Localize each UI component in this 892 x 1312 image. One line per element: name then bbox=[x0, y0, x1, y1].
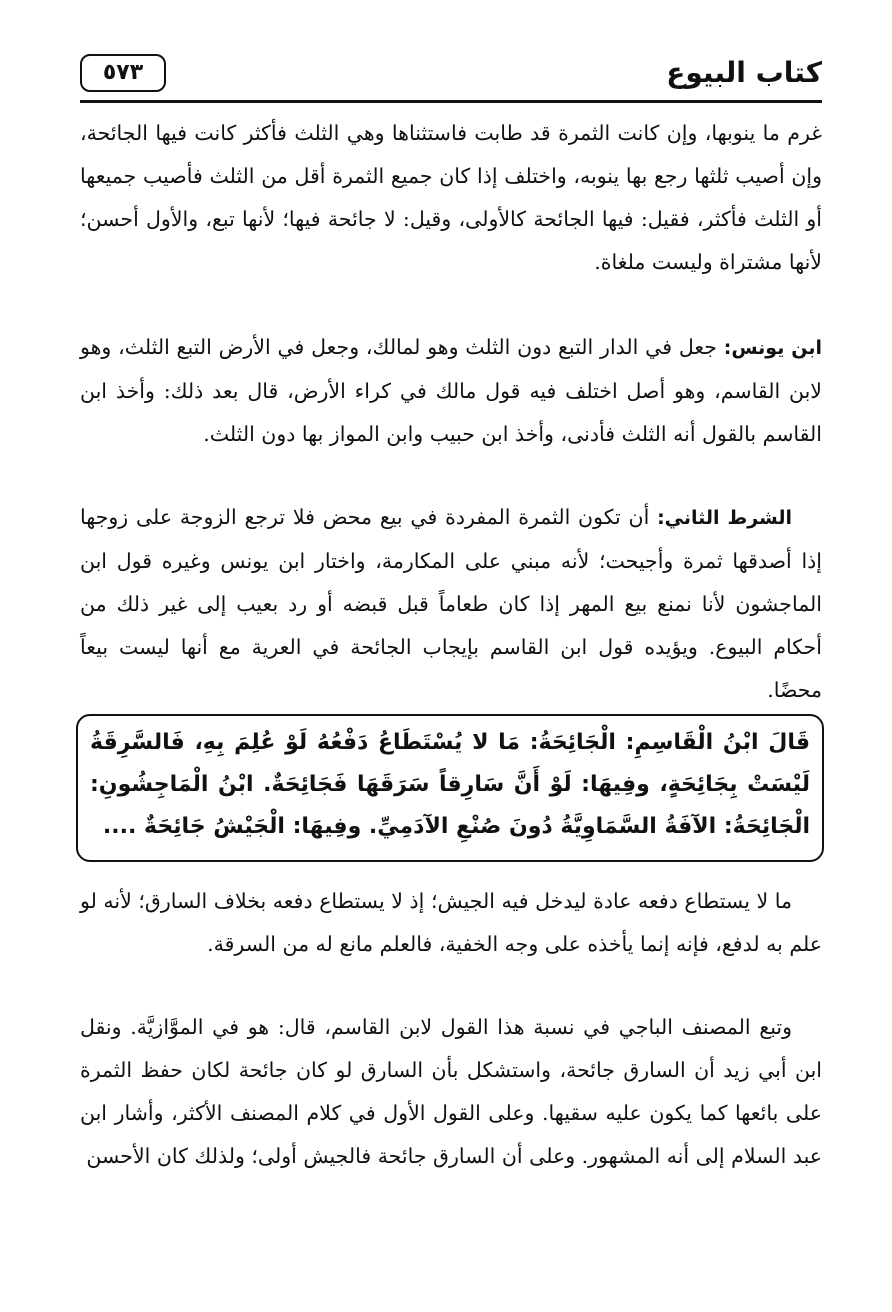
paragraph-1 bbox=[80, 112, 822, 284]
paragraph-5 bbox=[80, 1006, 822, 1178]
page-number-badge: ٥٧٣ bbox=[80, 54, 166, 92]
matn-quote-box bbox=[76, 714, 824, 862]
paragraph-2-lead: ابن يونس: bbox=[723, 337, 822, 359]
paragraph-3-body: أن تكون الثمرة المفردة في بيع محض فلا ترجع الزوجة على زوجها إذا أصدقها ثمرة وأجيحت؛ لأنه مبني على المكارمة، واختار ابن يونس وغيره قول ابن الماجشون لأنا نمنع بيع المهر إذا كان طعاماً قبل قبضه أو رد بعيب إلى غير ذلك من أحكام البيوع. ويؤيده قول ابن القاسم بإيجاب الجائحة في العرية مع أنها ليست بيعاً محضًا. bbox=[80, 505, 823, 702]
paragraph-4 bbox=[80, 880, 822, 966]
paragraph-5-text bbox=[80, 1006, 822, 1178]
paragraph-2 bbox=[80, 326, 822, 456]
paragraph-3 bbox=[80, 496, 822, 712]
paragraph-5-body: وتبع المصنف الباجي في نسبة هذا القول لابن القاسم، قال: هو في الموَّازيَّة. ونقل ابن أبي زيد أن السارق جائحة، واستشكل بأن السارق لو كان جائحة لكان حفظ الثمرة على بائعها كما يكون عليه سقيها. وعلى القول الأول في كلام المصنف الأكثر، وأشار ابن عبد السلام إلى أنه المشهور. وعلى أن السارق جائحة فالجيش أولى؛ ولذلك كان الأحسن bbox=[80, 1015, 822, 1168]
paragraph-2-body: جعل في الدار التبع دون الثلث وهو لمالك، وجعل في الأرض التبع الثلث، وهو لابن القاسم، وهو أصل اختلف فيه قول مالك في كراء الأرض، قال بعد ذلك: وأخذ ابن القاسم بالقول أنه الثلث فأدنى، وأخذ ابن حبيب وابن المواز بها دون الثلث. bbox=[80, 335, 822, 446]
paragraph-3-lead: الشرط الثاني: bbox=[657, 507, 792, 529]
matn-quote-text: قَالَ ابْنُ الْقَاسِمِ: الْجَائِحَةُ: مَا لا يُسْتَطَاعُ دَفْعُهُ لَوْ عُلِمَ بِهِ، فَالسَّرِقَةُ لَيْسَتْ بِجَائِحَةٍ، وفِيهَا: لَوْ أَنَّ سَارِقاً سَرَقَهَا فَجَائِحَةٌ. ابْنُ الْمَاجِشُونِ: الْجَائِحَةُ: الآفَةُ السَّمَاوِيَّةُ دُونَ صُنْعِ الآدَمِيِّ. وفِيهَا: الْجَيْشُ جَائِحَةٌ .... bbox=[90, 730, 810, 839]
paragraph-4-body: ما لا يستطاع دفعه عادة ليدخل فيه الجيش؛ إذ لا يستطاع دفعه بخلاف السارق؛ لأنه لو علم به لدفع، فإنه إنما يأخذه على وجه الخفية، فالعلم مانع له من السرقة. bbox=[80, 889, 822, 956]
paragraph-3-text bbox=[80, 496, 822, 712]
paragraph-1-text: غرم ما ينوبها، وإن كانت الثمرة قد طابت فاستثناها وهي الثلث فأكثر كانت فيها الجائحة، وإن أصيب ثلثها رجع بها ينوبه، واختلف إذا كان جميع الثمرة أقل من الثلث فأصيب جميعها أو الثلث فأكثر، فقيل: فيها الجائحة كالأولى، وقيل: لا جائحة فيها؛ لأنها تبع، والأول أحسن؛ لأنها مشتراة وليست ملغاة. bbox=[80, 121, 822, 274]
paragraph-4-text bbox=[80, 880, 822, 966]
page-header bbox=[80, 52, 822, 103]
running-title: كتاب البيوع bbox=[666, 56, 822, 89]
paragraph-2-text bbox=[80, 326, 822, 456]
